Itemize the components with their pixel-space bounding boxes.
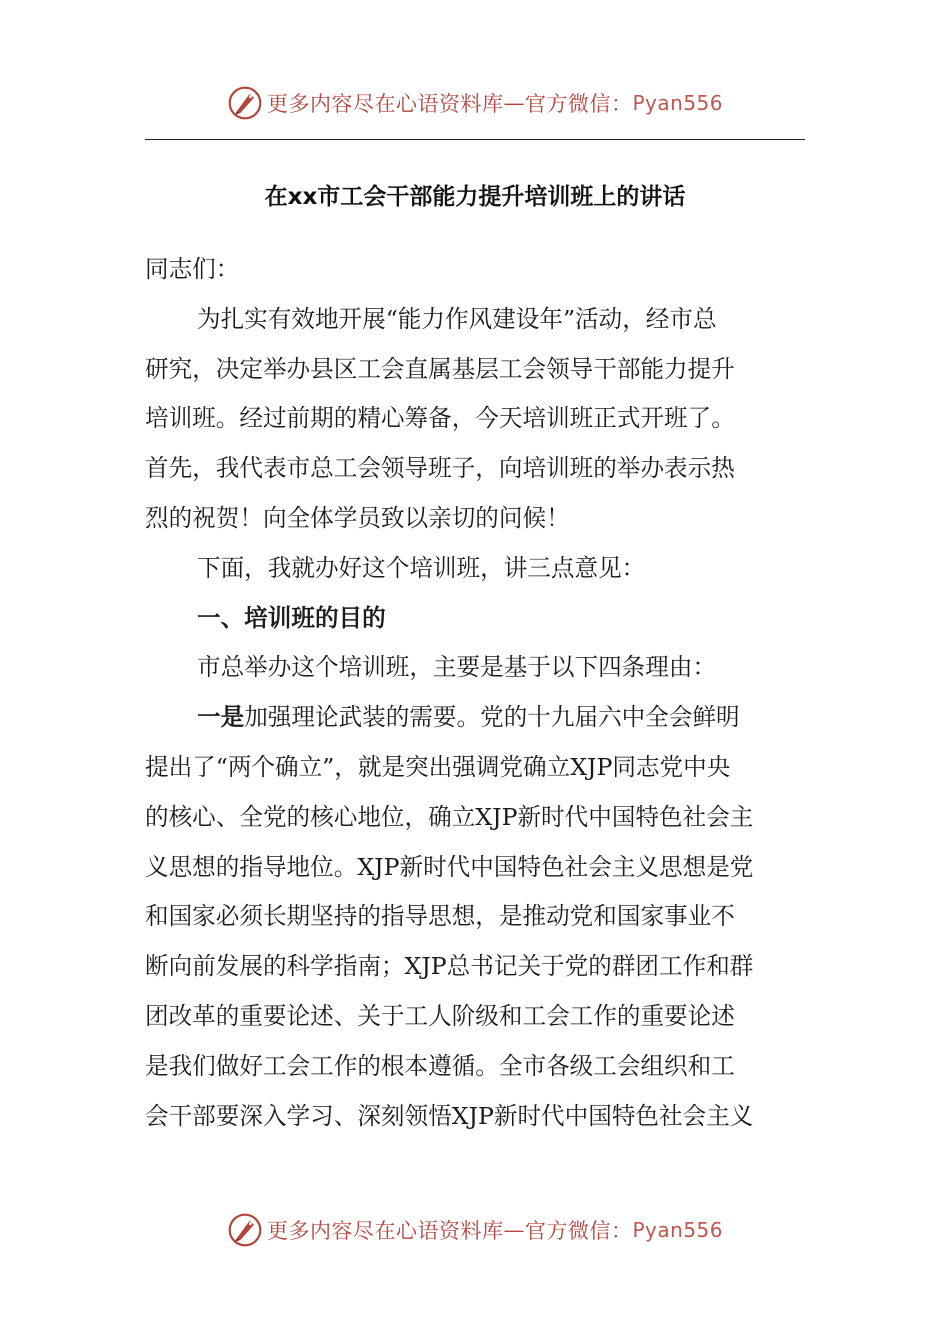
- pen-nib-logo-icon: [227, 85, 263, 121]
- paragraph-line: 义思想的指导地位。XJP新时代中国特色社会主义思想是党: [145, 852, 754, 881]
- paragraph-line: 烈的祝贺！向全体学员致以亲切的问候！: [145, 503, 570, 532]
- lead-bold-text: 一是: [197, 703, 245, 732]
- paragraph-line: 市总举办这个培训班，主要是基于以下四条理由：: [197, 653, 717, 682]
- paragraph-line: 会干部要深入学习、深刻领悟XJP新时代中国特色社会主义: [145, 1101, 754, 1130]
- document-title: 在xx市工会干部能力提升培训班上的讲话: [264, 184, 686, 210]
- paragraph-line: 是我们做好工会工作的根本遵循。全市各级工会组织和工: [145, 1051, 735, 1080]
- paragraph-text: 加强理论武装的需要。党的十九届六中全会鲜明: [244, 703, 740, 732]
- watermark-wechat-id: Pyan556: [632, 91, 723, 115]
- watermark-text: 更多内容尽在心语资料库: [266, 92, 504, 116]
- paragraph-line: 研究，决定举办县区工会直属基层工会领导干部能力提升: [145, 354, 735, 383]
- watermark-footer: [0, 1207, 950, 1253]
- paragraph-line: 培训班。经过前期的精心筹备，今天培训班正式开班了。: [145, 404, 735, 433]
- paragraph-line: 团改革的重要论述、关于工人阶级和工会工作的重要论述: [145, 1001, 735, 1030]
- pen-nib-logo-icon: [227, 1212, 263, 1248]
- watermark-dash: —: [503, 91, 525, 115]
- paragraph-line: 的核心、全党的核心地位，确立XJP新时代中国特色社会主: [145, 802, 754, 831]
- paragraph-line: 为扎实有效地开展“能力作风建设年”活动，经市总: [197, 304, 717, 333]
- section-heading: 一、培训班的目的: [197, 603, 386, 632]
- paragraph-line: 下面，我就办好这个培训班，讲三点意见：: [197, 553, 646, 582]
- document-body: [145, 245, 805, 1141]
- paragraph-line: 首先，我代表市总工会领导班子，向培训班的举办表示热: [145, 454, 735, 483]
- watermark-text: 更多内容尽在心语资料库: [266, 1219, 504, 1243]
- salutation: 同志们：: [145, 255, 240, 283]
- paragraph-line: 提出了“两个确立”，就是突出强调党确立XJP同志党中央: [145, 752, 731, 781]
- paragraph-line: [145, 693, 805, 743]
- watermark-header: [0, 80, 950, 126]
- watermark-wechat-label: 官方微信：: [524, 92, 633, 116]
- watermark-wechat-label: 官方微信：: [524, 1219, 633, 1243]
- paragraph-line: 和国家必须长期坚持的指导思想，是推动党和国家事业不: [145, 902, 735, 931]
- watermark-dash: —: [503, 1218, 525, 1242]
- header-divider: [145, 139, 805, 140]
- watermark-wechat-id: Pyan556: [632, 1218, 723, 1242]
- paragraph-line: 断向前发展的科学指南；XJP总书记关于党的群团工作和群: [145, 952, 754, 981]
